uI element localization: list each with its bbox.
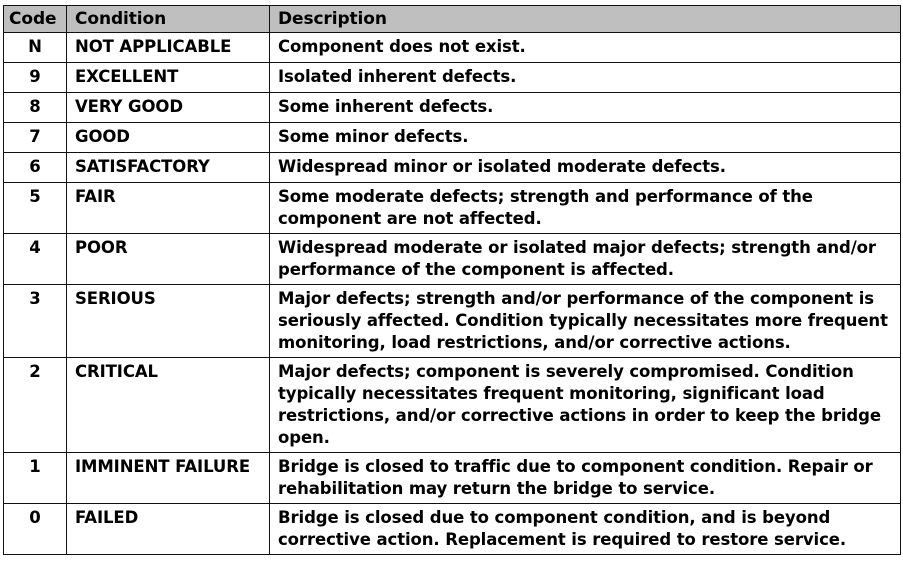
description-cell: Bridge is closed due to component condition, and is beyond corrective action. Replacement is required to restore service. (270, 504, 901, 555)
condition-cell: FAIR (67, 183, 270, 234)
description-cell: Isolated inherent defects. (270, 63, 901, 93)
condition-rating-table-container (3, 5, 900, 555)
code-cell: 7 (4, 123, 67, 153)
code-cell: 3 (4, 285, 67, 358)
code-cell: 5 (4, 183, 67, 234)
code-column-header: Code (4, 6, 67, 33)
table-row (4, 285, 901, 358)
code-cell: 4 (4, 234, 67, 285)
description-cell: Some minor defects. (270, 123, 901, 153)
condition-cell: SATISFACTORY (67, 153, 270, 183)
condition-rating-table (3, 5, 901, 555)
description-cell: Widespread minor or isolated moderate defects. (270, 153, 901, 183)
table-row (4, 504, 901, 555)
condition-cell: POOR (67, 234, 270, 285)
code-cell: 8 (4, 93, 67, 123)
code-cell: 0 (4, 504, 67, 555)
condition-cell: FAILED (67, 504, 270, 555)
description-cell: Major defects; component is severely compromised. Condition typically necessitates frequent monitoring, significant load restrictions, and/or corrective actions in order to keep the bridge open. (270, 358, 901, 453)
description-cell: Some inherent defects. (270, 93, 901, 123)
code-cell: N (4, 33, 67, 63)
table-header-row (4, 6, 901, 33)
condition-column-header: Condition (67, 6, 270, 33)
condition-cell: NOT APPLICABLE (67, 33, 270, 63)
condition-cell: EXCELLENT (67, 63, 270, 93)
description-cell: Major defects; strength and/or performance of the component is seriously affected. Condition typically necessitates more frequent monitoring, load restrictions, and/or corrective actions. (270, 285, 901, 358)
table-row (4, 33, 901, 63)
table-row (4, 63, 901, 93)
table-row (4, 183, 901, 234)
table-row (4, 358, 901, 453)
condition-cell: VERY GOOD (67, 93, 270, 123)
code-cell: 9 (4, 63, 67, 93)
code-cell: 2 (4, 358, 67, 453)
table-row (4, 234, 901, 285)
code-cell: 1 (4, 453, 67, 504)
table-row (4, 123, 901, 153)
condition-cell: SERIOUS (67, 285, 270, 358)
description-cell: Component does not exist. (270, 33, 901, 63)
condition-cell: CRITICAL (67, 358, 270, 453)
description-cell: Some moderate defects; strength and performance of the component are not affected. (270, 183, 901, 234)
table-row (4, 93, 901, 123)
condition-cell: IMMINENT FAILURE (67, 453, 270, 504)
description-cell: Widespread moderate or isolated major defects; strength and/or performance of the component is affected. (270, 234, 901, 285)
code-cell: 6 (4, 153, 67, 183)
description-column-header: Description (270, 6, 901, 33)
table-row (4, 153, 901, 183)
table-row (4, 453, 901, 504)
description-cell: Bridge is closed to traffic due to component condition. Repair or rehabilitation may return the bridge to service. (270, 453, 901, 504)
condition-cell: GOOD (67, 123, 270, 153)
